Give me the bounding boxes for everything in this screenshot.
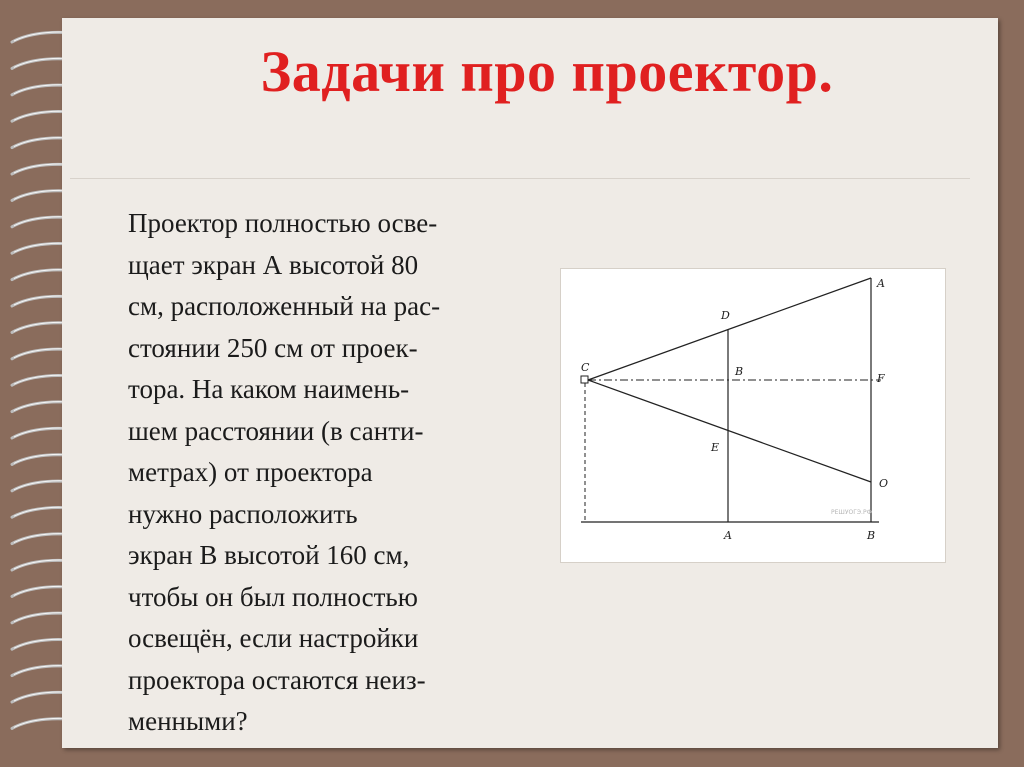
ray-lower [588,380,871,482]
problem-line: менными? [128,706,248,736]
problem-line: шем расстоянии (в санти- [128,415,424,446]
divider [70,178,970,179]
label-f: F [877,372,885,385]
problem-line: метрах) от проектора [128,457,373,487]
problem-line: освещён, если настройки [128,623,419,653]
label-d: D [721,309,730,322]
problem-line: Проектор полностью осве- [128,208,438,238]
watermark: РЕШУОГЭ.РФ [831,509,872,516]
label-a-bottom: A [724,529,732,542]
problem-line: нужно расположить [128,498,358,529]
ray-upper [588,278,871,380]
problem-line: чтобы он был полностью [128,581,418,612]
label-a-top: A [877,277,885,290]
label-b-bottom: B [867,529,876,542]
problem-line: проектора остаются неиз- [128,664,426,695]
projector-icon [581,376,588,383]
label-e: E [711,441,720,454]
problem-line: экран В высотой 160 см, [128,540,410,570]
problem-line: стоянии 250 см от проек- [128,332,418,363]
slide-title: Задачи про проектор. [260,39,834,104]
label-o: O [879,477,889,490]
problem-line: тора. На каком наимень- [128,374,410,404]
problem-line: см, расположенный на рас- [128,291,441,321]
diagram-svg [561,269,945,562]
problem-line: щает экран А высотой 80 [128,249,419,280]
label-c: C [581,361,590,374]
problem-text [128,203,548,743]
projector-diagram [560,268,946,563]
label-b-mid: B [735,365,744,378]
